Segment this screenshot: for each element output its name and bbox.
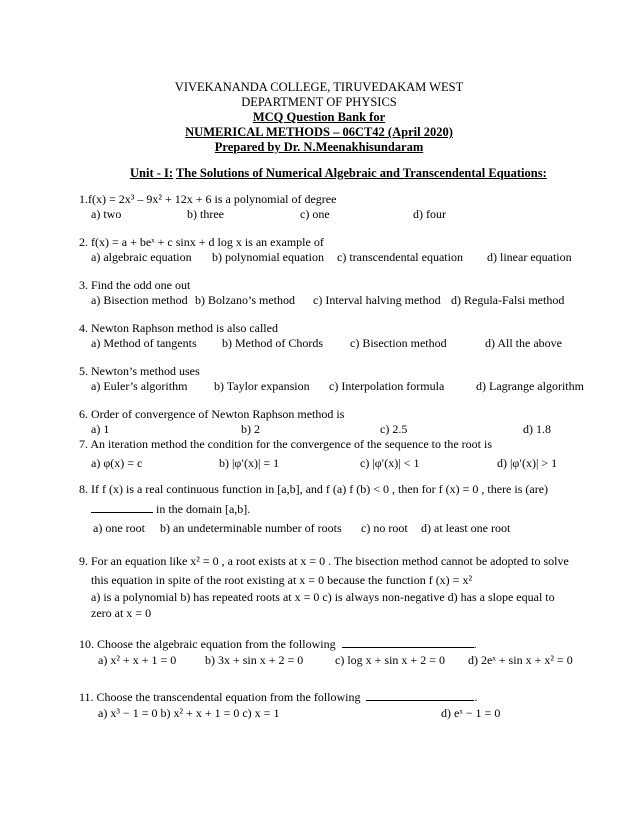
q5-option-b: b) Taylor expansion [214,379,310,393]
course-title: NUMERICAL METHODS – 06CT42 (April 2020) [185,125,453,139]
q1-option-d: d) four [413,207,446,221]
question-10-stem: 10. Choose the algebraic equation from the following . [79,637,477,651]
q10-option-a: a) x² + x + 1 = 0 [98,653,177,667]
q11-option-d: d) eˣ − 1 = 0 [441,706,501,720]
q4-option-c: c) Bisection method [350,336,447,350]
question-3-stem: 3. Find the odd one out [79,278,191,292]
q6-option-b: b) 2 [241,422,260,436]
unit-heading [130,166,547,181]
q4-option-a: a) Method of tangents [91,336,197,350]
q7-option-a: a) φ(x) = c [91,456,143,470]
question-10-text: 10. Choose the algebraic equation from the following [79,637,336,651]
q2-option-b: b) polynomial equation [212,250,324,264]
q6-option-c: c) 2.5 [380,422,408,436]
q2-option-a: a) algebraic equation [91,250,192,264]
q8-option-c: c) no root [361,521,408,535]
q6-option-d: d) 1.8 [523,422,551,436]
college-name: VIVEKANANDA COLLEGE, TIRUVEDAKAM WEST [174,80,464,94]
unit-title: The Solutions of Numerical Algebraic and Transcendental Equations: [175,166,547,180]
question-11-stem: 11. Choose the transcendental equation from the following . [79,690,478,704]
q2-option-c: c) transcendental equation [337,250,463,264]
question-8-domain-text: in the domain [a,b]. [156,502,251,516]
department-name: DEPARTMENT OF PHYSICS [241,95,397,109]
q8-option-a: a) one root [93,521,145,535]
q5-option-a: a) Euler’s algorithm [91,379,188,393]
q4-option-b: b) Method of Chords [222,336,323,350]
question-1-stem: 1.f(x) = 2x³ – 9x² + 12x + 6 is a polynomial of degree [79,192,337,206]
q3-option-b: b) Bolzano’s method [195,293,295,307]
q8-option-b: b) an undeterminable number of roots [160,521,342,535]
q1-option-c: c) one [300,207,330,221]
q4-option-d: d) All the above [485,336,562,350]
q10-option-b: b) 3x + sin x + 2 = 0 [205,653,304,667]
author-line: Prepared by Dr. N.Meenakhisundaram [214,140,424,154]
question-2-stem: 2. f(x) = a + beˣ + c sinx + d log x is an example of [79,235,324,249]
q10-option-d: d) 2eˣ + sin x + x² = 0 [468,653,573,667]
question-9-stem-line2: this equation in spite of the root existing at x = 0 because the function f (x) = x² [91,573,473,587]
answer-blank [366,689,474,701]
q7-option-d: d) |φ′(x)| > 1 [497,456,558,470]
answer-blank [91,501,153,513]
question-9-stem-line3: a) is a polynomial b) has repeated roots at x = 0 c) is always non-negative d) has a slope equal to [91,590,555,604]
question-6-stem: 6. Order of convergence of Newton Raphson method is [79,407,345,421]
q6-option-a: a) 1 [91,422,110,436]
q1-option-a: a) two [91,207,122,221]
question-8-stem: 8. If f (x) is a real continuous function in [a,b], and f (a) f (b) < 0 , then for f (x) = 0 , there is (are) [79,482,549,496]
q2-option-d: d) linear equation [487,250,572,264]
question-5-stem: 5. Newton’s method uses [79,364,200,378]
bank-title: MCQ Question Bank for [252,110,386,124]
q1-option-b: b) three [187,207,224,221]
q11-option-a-c: a) x³ − 1 = 0 b) x² + x + 1 = 0 c) x = 1 [98,706,280,720]
q5-option-d: d) Lagrange algorithm [476,379,584,393]
q3-option-c: c) Interval halving method [313,293,441,307]
question-8-stem-continued [91,501,250,517]
question-4-stem: 4. Newton Raphson method is also called [79,321,278,335]
question-9-stem: 9. For an equation like x² = 0 , a root exists at x = 0 . The bisection method cannot be adopted to solve [79,554,569,568]
q7-option-c: c) |φ′(x)| < 1 [360,456,420,470]
q3-option-a: a) Bisection method [91,293,188,307]
unit-label: Unit - I: [130,166,174,180]
q3-option-d: d) Regula-Falsi method [451,293,565,307]
answer-blank [342,636,474,648]
question-11-text: 11. Choose the transcendental equation from the following [79,690,361,704]
q8-option-d: d) at least one root [421,521,511,535]
q5-option-c: c) Interpolation formula [329,379,445,393]
q10-option-c: c) log x + sin x + 2 = 0 [335,653,445,667]
q7-option-b: b) |φ′(x)| = 1 [219,456,280,470]
question-7-stem: 7. An iteration method the condition for the convergence of the sequence to the root is [79,437,492,451]
question-9-stem-line4: zero at x = 0 [91,606,152,620]
